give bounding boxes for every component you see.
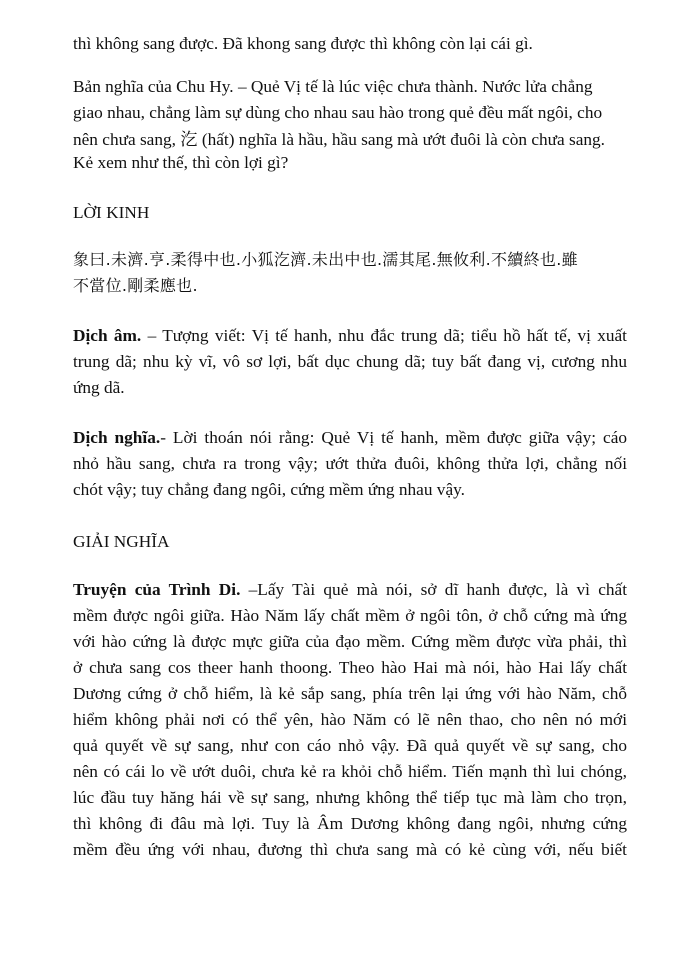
paragraph-line: hiểm không phải nơi có thể yên, hào Năm có lẽ nên thao, cho nên nó mới (73, 710, 627, 729)
paragraph-line (73, 578, 627, 602)
bold-lead: Truyện của Trình Di. (73, 580, 241, 599)
paragraph-line: Bản nghĩa của Chu Hy. – Quẻ Vị tế là lúc việc chưa thành. Nước lửa chẳng (73, 77, 593, 96)
paragraph-line: mềm được ngôi giữa. Hào Năm lấy chất mềm ở ngôi tôn, ở chỗ cứng mà ứng (73, 606, 627, 625)
text: - Lời thoán nói rằng: Quẻ Vị tế hanh, mềm được giữa vậy; cáo (160, 428, 628, 447)
paragraph-line: ứng dã. (73, 378, 125, 397)
paragraph-line: nên có cái lo về ướt duôi, chưa kẻ ra khỏi chỗ hiểm. Tiến mạnh thì lui chóng, (73, 762, 627, 781)
text: –Lấy Tài quẻ mà nói, sở dĩ hanh được, là vì chất (240, 580, 627, 599)
paragraph-line: trung dã; nhu kỳ vĩ, vô sơ lợi, bất dục chung dã; tuy bất đang vị, cương nhu (73, 352, 627, 371)
paragraph-line: mềm đều ứng với nhau, đương thì chưa sang mà có kẻ cùng với, nếu biết (73, 840, 627, 859)
paragraph-line: nên chưa sang, 汔 (hất) nghĩa là hầu, hầu sang mà ướt đuôi là còn chưa sang. (73, 130, 605, 149)
paragraph-line: lúc đầu tuy hăng hái về sự sang, nhưng không thể tiếp tục mà làm cho trọn, (73, 788, 627, 807)
section-heading: GIẢI NGHĨA (73, 532, 170, 551)
paragraph-line: ở chưa sang cos theer hanh thoong. Theo hào Hai mà nói, hào Hai lấy chất (73, 658, 627, 677)
chinese-text-line: 象曰.未濟.亨.柔得中也.小狐汔濟.未出中也.濡其尾.無攸利.不續終也.雖 (73, 250, 578, 269)
bold-lead: Dịch nghĩa. (73, 428, 161, 447)
paragraph-line: Kẻ xem như thế, thì còn lợi gì? (73, 153, 289, 172)
paragraph-line: thì không sang được. Đã khong sang được thì không còn lại cái gì. (73, 34, 533, 53)
paragraph-line (73, 324, 627, 348)
paragraph-line: giao nhau, chẳng làm sự dùng cho nhau sau hào trong quẻ đều mất ngôi, cho (73, 103, 603, 122)
bold-lead: Dịch âm. (73, 326, 142, 345)
section-heading: LỜI KINH (73, 203, 150, 222)
chinese-text-line: 不當位.剛柔應也. (73, 276, 198, 295)
paragraph-line: với hào cứng là được mực giữa của đạo mềm. Cứng mềm được vừa phải, thì (73, 632, 627, 651)
paragraph-line: quả quyết về sự sang, như con cáo nhỏ vậy. Đã quả quyết về sự sang, cho (73, 736, 627, 755)
text: – Tượng viết: Vị tế hanh, nhu đắc trung dã; tiểu hồ hất tế, vị xuất (141, 326, 627, 345)
paragraph-line: chót vậy; tuy chẳng đang ngôi, cứng mềm ứng nhau vậy. (73, 480, 465, 499)
paragraph-line (73, 426, 627, 450)
paragraph-line: Dương cứng ở chỗ hiểm, là kẻ sắp sang, phía trên lại ứng với hào Năm, chỗ (73, 684, 627, 703)
paragraph-line: thì không đi đâu mà lợi. Tuy là Âm Dương không đang ngôi, nhưng cứng (73, 814, 627, 833)
paragraph-line: nhỏ hầu sang, chưa ra trong vậy; ướt thửa đuôi, không thửa lợi, chẳng nối (73, 454, 627, 473)
